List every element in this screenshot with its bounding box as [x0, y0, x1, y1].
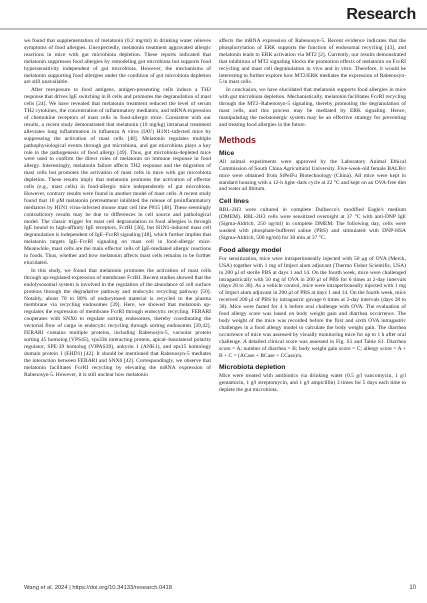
subsection-heading-microbiota-depletion: Microbiota depletion — [219, 364, 286, 372]
body-paragraph: After reexposure to food antigens, antigen-presenting cells induce a TH2 response that drives IgE switching in B cells and promotes the degranulation of mast cells [24]. We have revealed that melatonin treatment reduced the level of serum TH2 cytokines, the concentration of inflammatory mediators, and mRNA expression of chemokine receptors of mast cells in food-allergic mice. Consistent with our results, a recent study demonstrated that melatonin (10 mg/kg) intranasal treatment alleviates lung inflammation in influenza A virus (IAV) H1N1-infected mice by suppressing the activation of mast cells [48]. Melatonin regulates multiple pathophysiological events through gut microbiota, and gut microbiota plays a key role in the pathogenesis of food allergy [49]. Thus, gut microbiota-depleted mice were used to confirm the direct roles of melatonin on immune response in food allergy. Interestingly, melatonin failure affects TH2 response and the migration of mast cells but promotes the activation of mast cells in mice with gut microbiota depletion. These results imply that melatonin promotes the activation of effector cells (e.g., mast cells) in food-allergic mice independently of gut microbiota. However, contrary results were found in another model of mast cells. A recent study found that 10 μM melatonin pretreatment inhibited the release of proinflammatory mediators by H1N1 virus-infected mouse mast cell line P815 [48]. These seemingly contradictory results may be due to differences in cell source and pathological model. The classic trigger for mast cell degranulation in food allergies is through IgE bound to high-affinity IgE receptors, FcεRI [36], but H1N1-induced mast cell degranulation is independent of IgE–FcεRI signaling [48], which further implies that melatonin targets IgE–FcεRI signaling on mast cell in food-allergic mice. Meanwhile, mast cells are the main effector cells of IgE-mediated allergic reactions to foods. Thus, whether and how melatonin affects mast cells remains to be further elucidated. — [24, 87, 211, 266]
header-rule — [0, 28, 427, 30]
journal-title: Research — [346, 6, 416, 23]
body-paragraph: In conclusion, we have elucidated that melatonin supports food allergies in mice with gut microbiota depletion. Mechanistically, melatonin facilitates FcεRI recycling through the MT2–Rabenosyn-5 signaling, thereby promoting the degranulation of mast cells, and this process may be mediated by ERK signaling. Hence, manipulating the melatonergic system may be an effective strategy for preventing and treating food allergies in the future. — [219, 87, 406, 128]
right-column — [219, 38, 406, 395]
subsection-heading-cell-lines: Cell lines — [219, 198, 249, 206]
subsection-text-cell-lines: RBL-2H3 were cultured in complete Dulbecco's modified Eagle's medium (DMEM). RBL-2H3 cells were sensitized overnight at 37 °C with anti-DNP IgE (Sigma-Aldrich, 250 ng/ml) in complete DMEM. The following day, cells were washed with phosphate-buffered saline (PBS) and stimulated with DNP-HSA (Sigma-Aldrich, 500 ng/ml) for 30 min at 37 °C. — [219, 207, 406, 241]
page-number: 10 — [409, 585, 416, 591]
subsection-heading-mice: Mice — [219, 149, 235, 157]
body-paragraph: we found that supplementation of melatonin (0.2 mg/ml) in drinking water relieves symptoms of food allergies. Unexpectedly, melatonin treatment aggravated allergic reactions in mice with gut microbiota depletion. These reports indicated that melatonin suppresses food allergies by remodeling gut microbiota but supports food hypersensitivity independent of gut microbiota. However, the mechanisms of melatonin supporting food allergies under the condition of gut microbiota depletion are still unavailable. — [24, 38, 211, 86]
subsection-text-mice: All animal experiments were approved by the Laboratory Animal Ethical Commission of South China Agricultural University. Five-week-old female BALB/c mice were obtained from SiPeiFu Biotechnology (China). All mice were kept in standard housing with a 12-h light–dark cycle at 22 °C and kept on an OVA-free diet and water ad libitum. — [219, 158, 406, 193]
subsection-text-microbiota-depletion: Mice were treated with antibiotics via drinking water (0.5 g/l vancomycin, 1 g/l gentamicin, 1 g/l streptomycin, and 1 g/l ampicillin) 3 times for 5 days each time to deplete the gut microbiota. — [219, 373, 406, 394]
body-paragraph: In this study, we found that melatonin promotes the activation of mast cells through up-regulated expression of membrane FcεRI. Recent studies showed that the endolysosomal system is involved in the regulation of the abundance of cell surface proteins through the degradative pathway and endocytic recycling pathway [50]. Notably, about 70 to 80% of endocytosed material is recycled to the plasma membrane via recycling endosomes [39]. Here, we showed that melatonin up-regulates the expression of membrane FcεRI through endocytic recycling. FERARI cooperates with SNX6 to regulate sorting endosomes, thereby coordinating the vectorial flow of cargo in endocytic recycling through sorting endosomes [39,42]. FERARI contains multiple proteins, including Rabenosyn-5, vacuolar protein sorting 45 homolog (VPS45), vps33b interacting protein, apical–basolateral polarity regulator, SPE-39 homolog (VIPAS39), ankyrin 1 (ANK1), and eps15 homology domain protein 1 (EHD1) [42]. It should be mentioned that Rabenosyn-5 mediates the interaction between FERARI and SNX6 [42]. Correspondingly, we observe that melatonin facilitates FcεRI recycling by elevating the mRNA expression of Rabenosyn-5. However, it is still unclear how melatonin — [24, 267, 211, 378]
subsection-text-food-allergy-model: For sensitization, mice were intraperitoneally injected with 50 μg of OVA (Merck, USA) together with 1 mg of Imject alum adjuvant (Thermo Fisher Scientific, USA) in 200 μl of sterile PBS at days 1 and 14. On the fourth week, mice were challenged intragastrically with 50 mg of OVA in 200 μl of PBS for 6 times at 2-day intervals (days 28 to 38). As a vehicle control, mice were intraperitoneally injected with 1 mg of Imject alum adjuvant in 200 μl of PBS at days 1 and 14. On the fourth week, mice received 200 μl of PBS by intragastric gavage 6 times at 2-day intervals (days 28 to 38). Mice were fasted for 4 h before oral challenge with OVA. The evaluation of food allergy score was based on body weight gain and diarrhea occurrence. The body weight of the mice was recorded before the first and sixth OVA intragastric challenges in a food allergy model to calculate the body weight gain. The diarrhea occurrence of mice was assessed by visually monitoring mice for up to 1 h after oral challenge. A detailed clinical score was assessed in Fig. S1 and Table S1. Diarrhea score = A; number of diarrhea = B; body weight gain score = C; allergy score = A + B + C = (ACase + BCase + CCase)/n. — [219, 255, 406, 359]
body-paragraph: affects the mRNA expression of Rabenosyn-5. Recent evidence indicates that the phosphorylation of ERK supports the function of endosomal recycling [43], and melatonin leads to ERK activation via MT2 [2]. Currently, our results demonstrated that inhibition of MT2 signaling blocks the promotion effects of melatonin on FcεRI recycling and mast cell degranulation in vivo and in vitro. Therefore, it would be interesting to further explore how MT2/ERK mediates the expression of Rabenosyn-5 in mast cells. — [219, 38, 406, 86]
page-footer — [24, 585, 416, 594]
methods-heading: Methods — [219, 134, 256, 145]
left-column — [24, 38, 211, 379]
subsection-heading-food-allergy-model: Food allergy model — [219, 246, 282, 254]
footer-citation[interactable]: Wang et al. 2024 | https://doi.org/10.34133/research.0418 — [24, 585, 172, 591]
